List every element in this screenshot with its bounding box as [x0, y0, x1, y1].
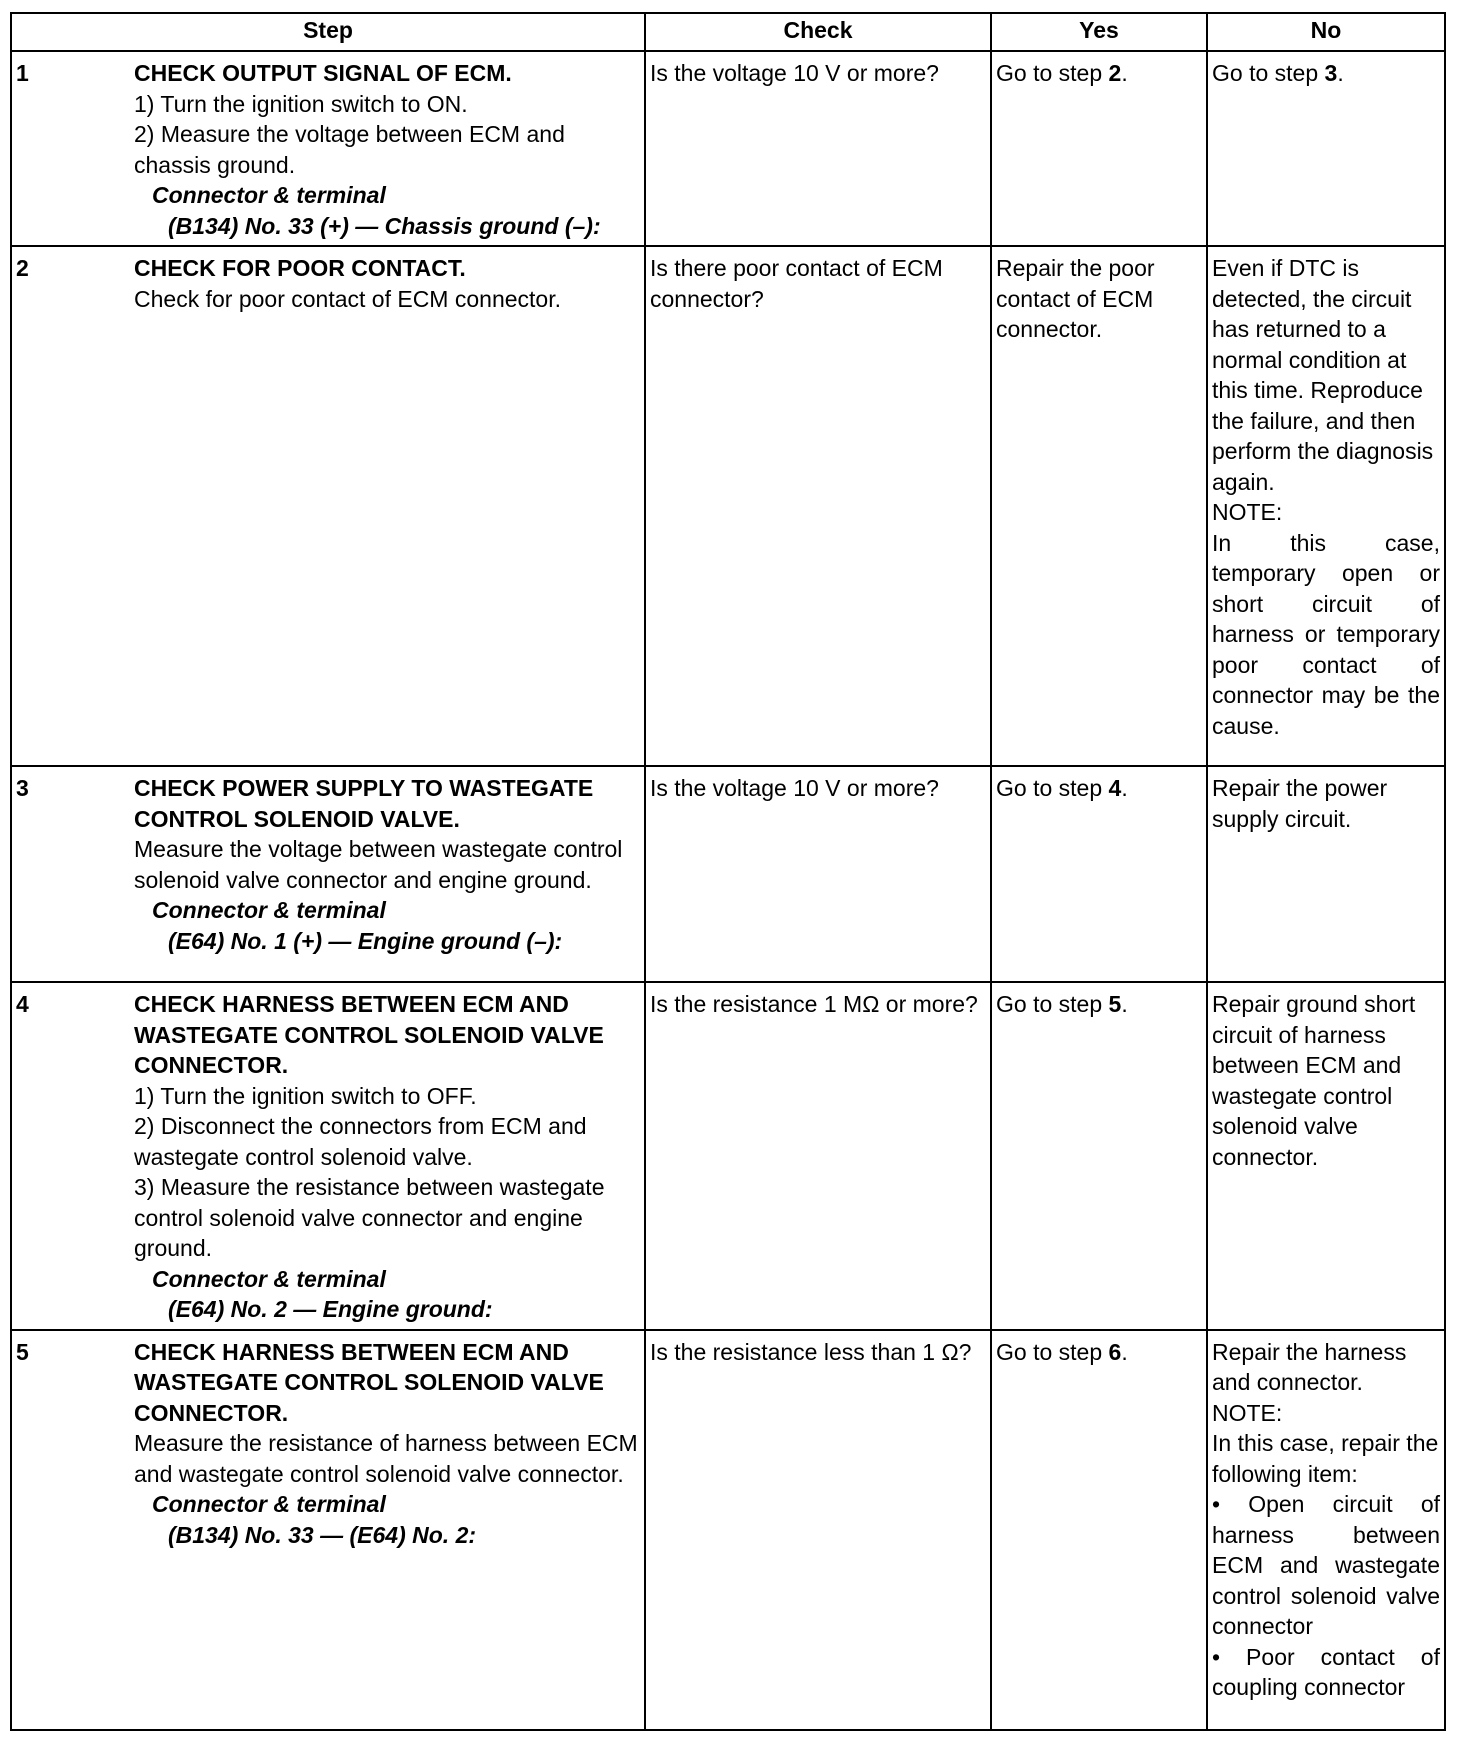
step-number: 2 [16, 255, 29, 281]
connector-terminal: (E64) No. 2 — Engine ground: [168, 1296, 493, 1322]
step-line: Check for poor contact of ECM connector. [134, 285, 561, 312]
no-text: Repair the harness and connector. [1212, 1338, 1407, 1395]
step-title: CHECK POWER SUPPLY TO WASTEGATE CONTROL SOLENOID VALVE. [134, 775, 594, 832]
step-number: 5 [16, 1338, 29, 1365]
no-text: Go to step [1212, 60, 1325, 86]
header-no: No [1207, 13, 1445, 51]
yes-suffix: . [1121, 1338, 1128, 1365]
yes-suffix: . [1121, 775, 1128, 801]
note-label: NOTE: [1212, 1399, 1283, 1426]
note-bullet: • Poor contact of coupling connector [1212, 1643, 1440, 1700]
check-cell: Is there poor contact of ECM connector? [645, 246, 991, 766]
table-row [11, 1330, 1445, 1730]
yes-cell [991, 51, 1207, 246]
step-cell [11, 246, 645, 766]
header-yes: Yes [991, 13, 1207, 51]
table-row [11, 51, 1445, 246]
no-cell: Repair ground short circuit of harness between ECM and wastegate control solenoid valve connector. [1207, 982, 1445, 1330]
note-bullet: • Open circuit of harness between ECM and wastegate control solenoid valve connector [1212, 1491, 1440, 1639]
step-number: 3 [16, 775, 29, 801]
yes-suffix: . [1121, 60, 1128, 86]
check-cell: Is the resistance 1 MΩ or more? [645, 982, 991, 1330]
header-step: Step [11, 13, 645, 51]
yes-cell [991, 1330, 1207, 1730]
no-cell [1207, 246, 1445, 766]
step-title: CHECK FOR POOR CONTACT. [134, 255, 466, 281]
table-row [11, 982, 1445, 1330]
check-cell: Is the resistance less than 1 Ω? [645, 1330, 991, 1730]
header-row [11, 13, 1445, 51]
connector-terminal: (E64) No. 1 (+) — Engine ground (–): [168, 927, 563, 954]
no-text: Even if DTC is detected, the circuit has returned to a normal condition at this time. Reproduce the failure, and then perform the diagnosis again. [1212, 255, 1434, 495]
step-line: Measure the voltage between wastegate control solenoid valve connector and engine ground. [134, 836, 623, 893]
table-row [11, 246, 1445, 766]
step-cell [11, 51, 645, 246]
step-title: CHECK OUTPUT SIGNAL OF ECM. [134, 60, 512, 86]
connector-heading: Connector & terminal [152, 1265, 386, 1292]
step-line: 3) Measure the resistance between wastegate control solenoid valve connector and engine ground. [134, 1174, 605, 1261]
step-cell [11, 1330, 645, 1730]
step-title: CHECK HARNESS BETWEEN ECM AND WASTEGATE CONTROL SOLENOID VALVE CONNECTOR. [134, 1338, 604, 1426]
no-suffix: . [1337, 60, 1344, 86]
yes-text: Go to step [996, 60, 1109, 86]
note-text: In this case, temporary open or short circuit of harness or temporary poor contact of connector may be the cause. [1212, 529, 1440, 739]
yes-step-number: 6 [1108, 1338, 1122, 1365]
no-cell [1207, 51, 1445, 246]
step-number: 1 [16, 60, 29, 86]
yes-cell: Repair the poor contact of ECM connector. [991, 246, 1207, 766]
connector-terminal: (B134) No. 33 (+) — Chassis ground (–): [168, 212, 601, 239]
no-cell [1207, 1330, 1445, 1730]
yes-cell [991, 766, 1207, 982]
yes-step-number: 2 [1108, 60, 1122, 86]
no-cell: Repair the power supply circuit. [1207, 766, 1445, 982]
table-row [11, 766, 1445, 982]
yes-text: Go to step [996, 775, 1109, 801]
check-cell: Is the voltage 10 V or more? [645, 766, 991, 982]
step-line: 2) Measure the voltage between ECM and chassis ground. [134, 121, 565, 178]
step-cell [11, 766, 645, 982]
connector-terminal: (B134) No. 33 — (E64) No. 2: [168, 1521, 477, 1548]
yes-step-number: 5 [1108, 991, 1122, 1017]
yes-cell [991, 982, 1207, 1330]
step-number: 4 [16, 991, 29, 1017]
note-label: NOTE: [1212, 499, 1283, 525]
yes-step-number: 4 [1108, 775, 1122, 801]
no-step-number: 3 [1324, 60, 1338, 86]
connector-heading: Connector & terminal [152, 1491, 386, 1517]
connector-heading: Connector & terminal [152, 897, 386, 923]
header-check: Check [645, 13, 991, 51]
step-line: 1) Turn the ignition switch to ON. [134, 90, 468, 117]
connector-heading: Connector & terminal [152, 182, 386, 208]
yes-text: Go to step [996, 991, 1109, 1017]
step-title: CHECK HARNESS BETWEEN ECM AND WASTEGATE CONTROL SOLENOID VALVE CONNECTOR. [134, 991, 604, 1078]
step-line: 2) Disconnect the connectors from ECM and wastegate control solenoid valve. [134, 1113, 587, 1170]
yes-text: Go to step [996, 1338, 1109, 1365]
step-line: 1) Turn the ignition switch to OFF. [134, 1082, 477, 1109]
step-line: Measure the resistance of harness between ECM and wastegate control solenoid valve connector. [134, 1430, 638, 1487]
check-cell: Is the voltage 10 V or more? [645, 51, 991, 246]
note-text: In this case, repair the following item: [1212, 1430, 1439, 1487]
step-cell [11, 982, 645, 1330]
yes-suffix: . [1121, 991, 1128, 1017]
diagnostic-table [10, 12, 1446, 1731]
